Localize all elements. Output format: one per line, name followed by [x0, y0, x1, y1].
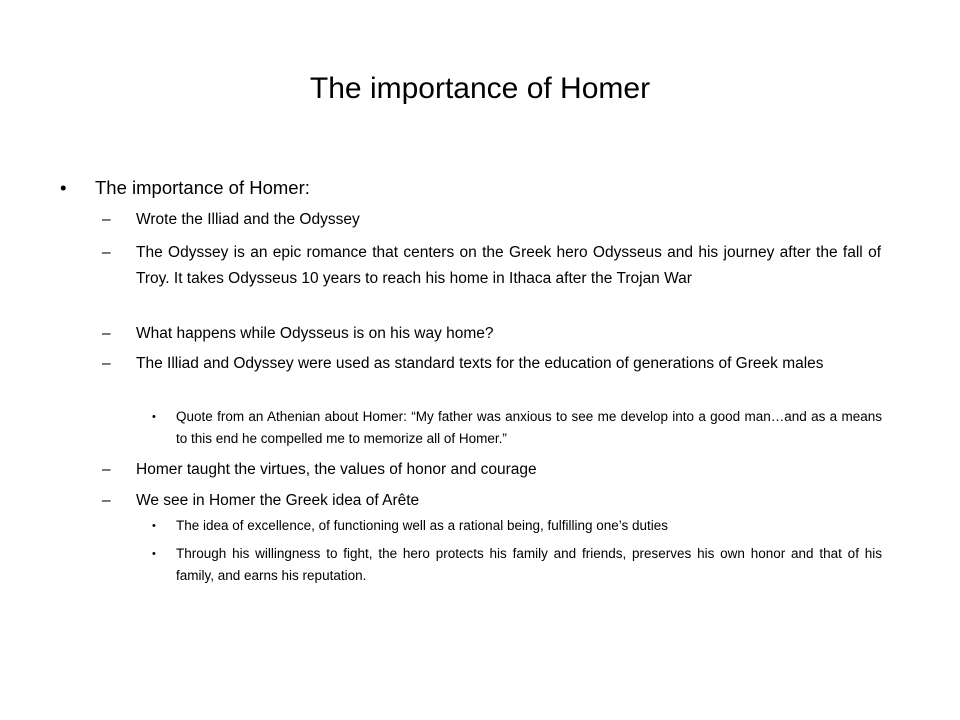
bullet-text: Wrote the Illiad and the Odyssey: [136, 211, 360, 228]
bullet-dot-icon: •: [152, 411, 156, 423]
bullet-dash-icon: –: [102, 244, 111, 261]
bullet-text: What happens while Odysseus is on his way home?: [136, 325, 494, 342]
bullet-dash-icon: –: [102, 355, 111, 372]
bullet-text: Quote from an Athenian about Homer: “My father was anxious to see me develop into a good man…and as a means to this end he compelled me to memorize all of Homer.”: [176, 409, 882, 446]
bullet-dash-icon: –: [102, 211, 111, 228]
bullet-text: The idea of excellence, of functioning well as a rational being, fulfilling one’s duties: [176, 518, 669, 533]
bullet-dash-icon: –: [102, 461, 111, 478]
bullet-text: The importance of Homer:: [95, 177, 310, 198]
bullet-text: Homer taught the virtues, the values of honor and courage: [136, 461, 537, 478]
bullet-text: We see in Homer the Greek idea of Arête: [136, 492, 420, 509]
bullet-text: The Illiad and Odyssey were used as standard texts for the education of generations of Greek males: [136, 355, 824, 372]
bullet-dot-icon: •: [60, 177, 67, 198]
bullet-dot-icon: •: [152, 520, 156, 532]
bullet-text: Through his willingness to fight, the hero protects his family and friends, preserves his own honor and that of his family, and earns his reputation.: [176, 546, 882, 583]
bullet-dash-icon: –: [102, 492, 111, 509]
slide-title: The importance of Homer: [309, 72, 651, 105]
bullet-dot-icon: •: [152, 548, 156, 560]
bullet-text: The Odyssey is an epic romance that centers on the Greek hero Odysseus and his journey after the fall of Troy. It takes Odysseus 10 years to reach his home in Ithaca after the Trojan War: [136, 244, 881, 287]
bullet-dash-icon: –: [102, 325, 111, 342]
